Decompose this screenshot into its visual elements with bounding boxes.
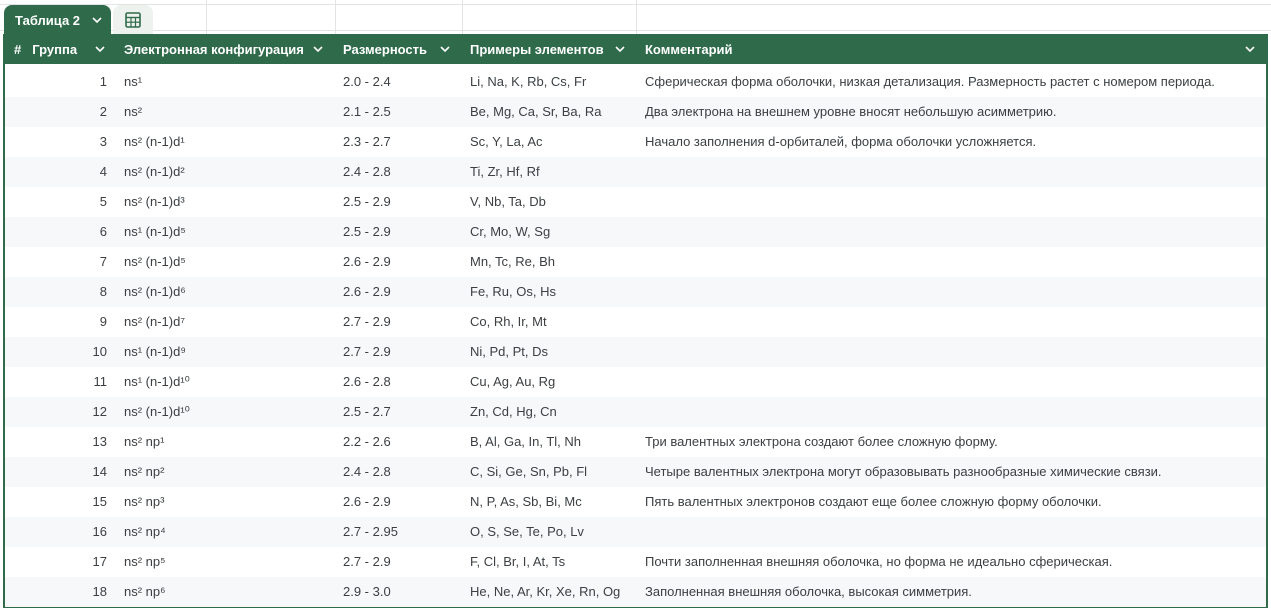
cell-group[interactable]: 11: [93, 374, 107, 389]
table-row[interactable]: [5, 397, 1266, 427]
cell-group[interactable]: 10: [92, 344, 107, 359]
cell-examples[interactable]: Co, Rh, Ir, Mt: [470, 314, 547, 329]
table-row[interactable]: [5, 277, 1266, 307]
table-row[interactable]: [5, 427, 1266, 457]
cell-dimension[interactable]: 2.7 - 2.9: [343, 554, 391, 569]
cell-group[interactable]: 6: [99, 224, 107, 239]
table-tab-label: Таблица 2: [15, 12, 81, 28]
cell-config[interactable]: ns² np⁴: [124, 524, 166, 539]
cell-dimension[interactable]: 2.1 - 2.5: [343, 104, 391, 119]
table-row[interactable]: [5, 577, 1266, 607]
cell-config[interactable]: ns² np⁵: [124, 554, 166, 569]
table-row[interactable]: [5, 127, 1266, 157]
cell-examples[interactable]: O, S, Se, Te, Po, Lv: [470, 524, 584, 539]
cell-config[interactable]: ns²: [124, 104, 143, 119]
cell-examples[interactable]: F, Cl, Br, I, At, Ts: [470, 554, 566, 569]
cell-dimension[interactable]: 2.7 - 2.9: [343, 344, 391, 359]
cell-examples[interactable]: Be, Mg, Ca, Sr, Ba, Ra: [470, 104, 602, 119]
cell-config[interactable]: ns¹ (n-1)d⁹: [124, 344, 186, 359]
cell-dimension[interactable]: 2.5 - 2.9: [343, 194, 391, 209]
cell-comment[interactable]: Четыре валентных электрона могут образовывать разнообразные химические связи.: [645, 464, 1162, 479]
table-row[interactable]: [5, 187, 1266, 217]
cell-config[interactable]: ns² np²: [124, 464, 165, 479]
cell-dimension[interactable]: 2.6 - 2.9: [343, 284, 391, 299]
cell-examples[interactable]: Li, Na, K, Rb, Cs, Fr: [470, 74, 587, 89]
table-row[interactable]: [5, 67, 1266, 97]
cell-config[interactable]: ns² (n-1)d¹⁰: [124, 404, 190, 419]
cell-group[interactable]: 9: [99, 314, 107, 329]
cell-config[interactable]: ns¹ (n-1)d¹⁰: [124, 374, 190, 389]
table-row[interactable]: [5, 457, 1266, 487]
table-tab[interactable]: [4, 5, 111, 35]
cell-group[interactable]: 16: [92, 524, 107, 539]
cell-dimension[interactable]: 2.6 - 2.9: [343, 254, 391, 269]
table-row[interactable]: [5, 97, 1266, 127]
cell-group[interactable]: 1: [99, 74, 107, 89]
cell-dimension[interactable]: 2.6 - 2.8: [343, 374, 391, 389]
cell-config[interactable]: ns² np¹: [124, 434, 165, 449]
cell-examples[interactable]: B, Al, Ga, In, Tl, Nh: [470, 434, 582, 449]
cell-dimension[interactable]: 2.5 - 2.7: [343, 404, 391, 419]
cell-comment[interactable]: Три валентных электрона создают более сложную форму.: [645, 434, 998, 449]
cell-config[interactable]: ns² (n-1)d¹: [124, 134, 185, 149]
cell-group[interactable]: 17: [92, 554, 107, 569]
cell-config[interactable]: ns² np⁶: [124, 584, 166, 599]
table-row[interactable]: [5, 337, 1266, 367]
cell-examples[interactable]: Fe, Ru, Os, Hs: [470, 284, 556, 299]
table-calculator-icon[interactable]: [113, 5, 153, 35]
cell-group[interactable]: 2: [99, 104, 107, 119]
column-header-label: Электронная конфигурация: [124, 41, 304, 57]
table-body: [5, 67, 1266, 607]
table-row[interactable]: [5, 487, 1266, 517]
row-number-hash: #: [14, 41, 22, 57]
cell-examples[interactable]: Sc, Y, La, Ac: [470, 134, 543, 149]
cell-comment[interactable]: Заполненная внешняя оболочка, высокая симметрия.: [645, 584, 972, 599]
cell-config[interactable]: ns² (n-1)d³: [124, 194, 185, 209]
cell-group[interactable]: 8: [99, 284, 107, 299]
cell-group[interactable]: 12: [92, 404, 107, 419]
cell-examples[interactable]: C, Si, Ge, Sn, Pb, Fl: [470, 464, 588, 479]
cell-group[interactable]: 13: [92, 434, 107, 449]
cell-config[interactable]: ns¹ (n-1)d⁵: [124, 224, 186, 239]
cell-config[interactable]: ns² (n-1)d²: [124, 164, 185, 179]
cell-examples[interactable]: Zn, Cd, Hg, Cn: [470, 404, 557, 419]
cell-comment[interactable]: Пять валентных электронов создают еще более сложную форму оболочки.: [645, 494, 1102, 509]
cell-group[interactable]: 18: [92, 584, 107, 599]
cell-group[interactable]: 3: [99, 134, 107, 149]
cell-config[interactable]: ns² np³: [124, 494, 165, 509]
cell-examples[interactable]: V, Nb, Ta, Db: [470, 194, 546, 209]
cell-dimension[interactable]: 2.5 - 2.9: [343, 224, 391, 239]
cell-config[interactable]: ns¹: [124, 74, 143, 89]
table-row[interactable]: [5, 247, 1266, 277]
cell-dimension[interactable]: 2.7 - 2.9: [343, 314, 391, 329]
cell-comment[interactable]: Сферическая форма оболочки, низкая детализация. Размерность растет с номером периода.: [645, 74, 1215, 89]
column-header-label: Размерность: [343, 41, 428, 57]
cell-group[interactable]: 14: [92, 464, 107, 479]
cell-config[interactable]: ns² (n-1)d⁵: [124, 254, 186, 269]
cell-dimension[interactable]: 2.0 - 2.4: [343, 74, 391, 89]
cell-examples[interactable]: Cr, Mo, W, Sg: [470, 224, 551, 239]
cell-dimension[interactable]: 2.9 - 3.0: [343, 584, 391, 599]
cell-group[interactable]: 4: [99, 164, 107, 179]
cell-comment[interactable]: Начало заполнения d-орбиталей, форма оболочки усложняется.: [645, 134, 1037, 149]
cell-examples[interactable]: N, P, As, Sb, Bi, Mc: [470, 494, 582, 509]
cell-dimension[interactable]: 2.2 - 2.6: [343, 434, 391, 449]
cell-group[interactable]: 7: [99, 254, 107, 269]
table-tab-bar: [0, 0, 1271, 34]
column-header-label: Комментарий: [645, 41, 733, 57]
cell-config[interactable]: ns² (n-1)d⁷: [124, 314, 186, 329]
cell-examples[interactable]: Ni, Pd, Pt, Ds: [470, 344, 549, 359]
column-header-label: Группа: [32, 41, 78, 57]
table-row[interactable]: [5, 547, 1266, 577]
table-row[interactable]: [5, 517, 1266, 547]
cell-group[interactable]: 15: [92, 494, 107, 509]
table-row[interactable]: [5, 217, 1266, 247]
cell-examples[interactable]: Ti, Zr, Hf, Rf: [470, 164, 540, 179]
chevron-down-icon[interactable]: [90, 13, 104, 27]
cell-group[interactable]: 5: [99, 194, 107, 209]
cell-comment[interactable]: Два электрона на внешнем уровне вносят небольшую асимметрию.: [645, 104, 1057, 119]
cell-dimension[interactable]: 2.4 - 2.8: [343, 164, 391, 179]
cell-dimension[interactable]: 2.3 - 2.7: [343, 134, 391, 149]
table-row[interactable]: [5, 307, 1266, 337]
cell-config[interactable]: ns² (n-1)d⁶: [124, 284, 186, 299]
cell-examples[interactable]: Mn, Tc, Re, Bh: [470, 254, 556, 269]
cell-dimension[interactable]: 2.7 - 2.95: [343, 524, 398, 539]
cell-examples[interactable]: Cu, Ag, Au, Rg: [470, 374, 556, 389]
cell-dimension[interactable]: 2.4 - 2.8: [343, 464, 391, 479]
cell-comment[interactable]: Почти заполненная внешняя оболочка, но форма не идеально сферическая.: [645, 554, 1113, 569]
column-header-label: Примеры элементов: [470, 41, 604, 57]
table-row[interactable]: [5, 367, 1266, 397]
table-row[interactable]: [5, 157, 1266, 187]
cell-examples[interactable]: He, Ne, Ar, Kr, Xe, Rn, Og: [470, 584, 621, 599]
cell-dimension[interactable]: 2.6 - 2.9: [343, 494, 391, 509]
